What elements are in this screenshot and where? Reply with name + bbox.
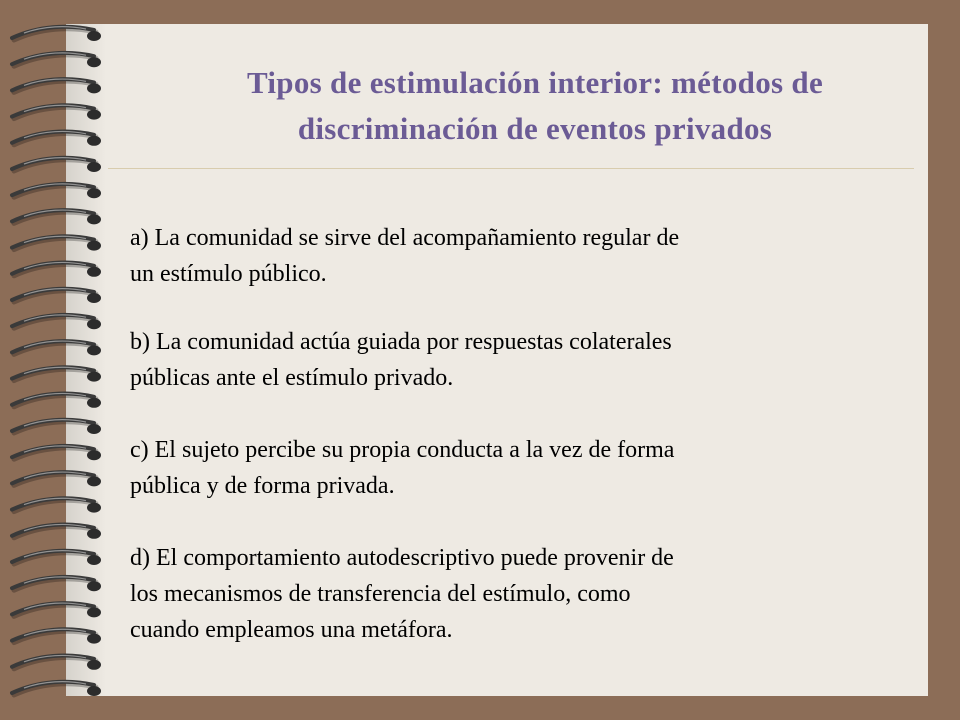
- spiral-binding-icon: [0, 0, 130, 720]
- list-item-b-line-1: b) La comunidad actúa guiada por respuestas colaterales: [130, 329, 672, 355]
- spiral-ring: [12, 315, 101, 329]
- list-item-c-line-1: c) El sujeto percibe su propia conducta a la vez de forma: [130, 437, 675, 463]
- list-item-c: [130, 432, 890, 504]
- spiral-ring: [12, 498, 101, 512]
- spiral-ring: [12, 27, 101, 41]
- list-item-a-line-2: un estímulo público.: [130, 261, 327, 287]
- list-item-d-line-1: d) El comportamiento autodescriptivo puede provenir de: [130, 545, 674, 571]
- spiral-ring: [12, 367, 101, 381]
- spiral-ring: [12, 446, 101, 460]
- slide-title-line-1: Tipos de estimulación interior: métodos de: [246, 65, 824, 100]
- spiral-ring: [12, 420, 101, 434]
- spiral-ring: [12, 105, 101, 119]
- spiral-ring: [12, 655, 101, 669]
- spiral-ring: [12, 236, 101, 250]
- slide-title: [150, 60, 920, 152]
- list-item-b-line-2: públicas ante el estímulo privado.: [130, 365, 454, 391]
- spiral-ring: [12, 289, 101, 303]
- title-divider: [108, 168, 914, 169]
- spiral-ring: [12, 341, 101, 355]
- content-list: [130, 220, 890, 684]
- spiral-ring: [12, 682, 101, 696]
- spiral-ring: [12, 603, 101, 617]
- spiral-ring: [12, 577, 101, 591]
- list-item-d-line-3: cuando empleamos una metáfora.: [130, 617, 453, 643]
- slide-title-line-2: discriminación de eventos privados: [297, 111, 773, 146]
- spiral-ring: [12, 158, 101, 172]
- spiral-ring: [12, 524, 101, 538]
- spiral-ring: [12, 262, 101, 276]
- list-item-a-line-1: a) La comunidad se sirve del acompañamiento regular de: [130, 225, 680, 251]
- spiral-ring: [12, 131, 101, 145]
- list-item-c-line-2: pública y de forma privada.: [130, 473, 395, 499]
- spiral-ring: [12, 210, 101, 224]
- spiral-ring: [12, 184, 101, 198]
- spiral-ring: [12, 393, 101, 407]
- spiral-ring: [12, 551, 101, 565]
- list-item-d-line-2: los mecanismos de transferencia del estímulo, como: [130, 581, 631, 607]
- spiral-ring: [12, 472, 101, 486]
- spiral-ring: [12, 629, 101, 643]
- list-item-d: [130, 540, 890, 648]
- list-item-b: [130, 324, 890, 396]
- spiral-ring: [12, 79, 101, 93]
- spiral-ring: [12, 53, 101, 67]
- list-item-a: [130, 220, 890, 292]
